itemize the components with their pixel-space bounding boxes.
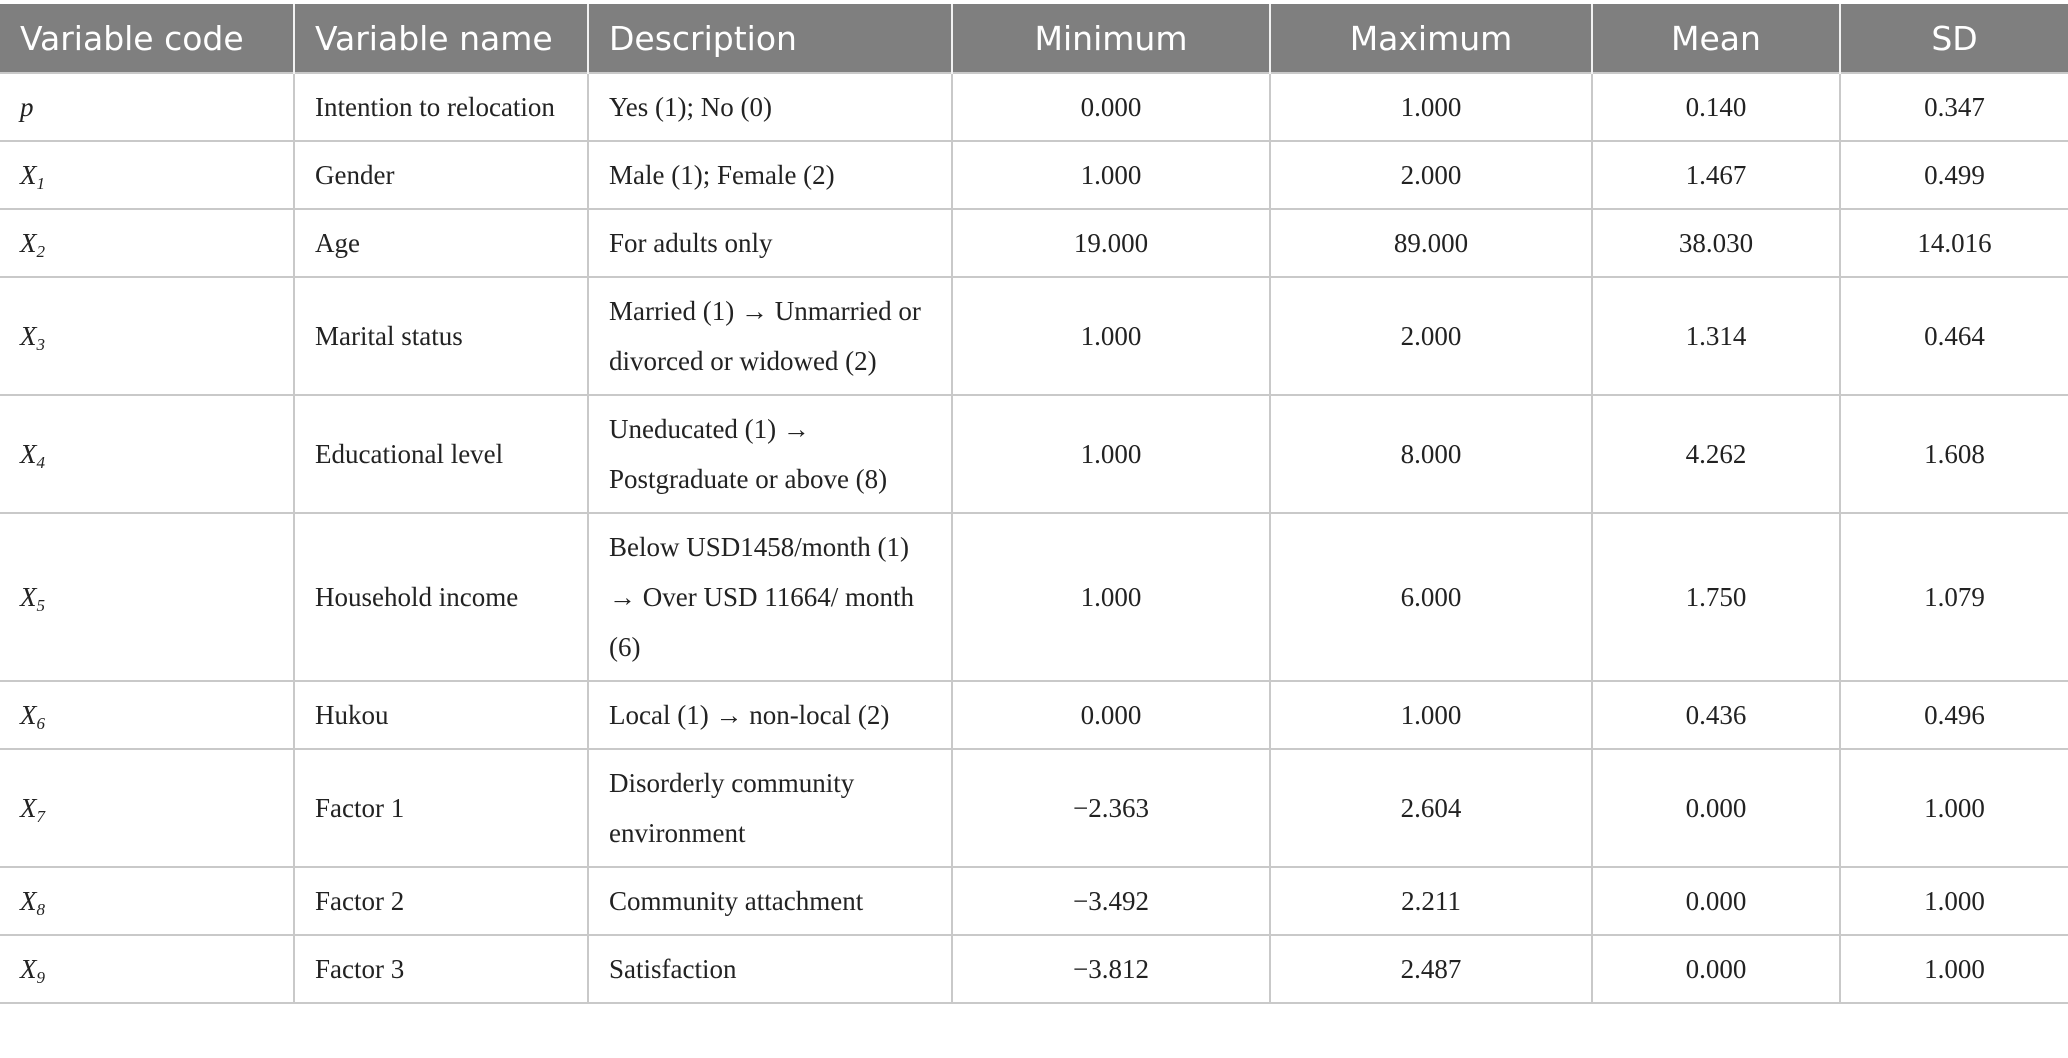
variable-name-cell: Age <box>294 209 588 277</box>
description-cell: Uneducated (1) → Postgraduate or above (8) <box>588 395 952 513</box>
sd-cell: 0.496 <box>1840 681 2068 749</box>
header-minimum: Minimum <box>952 4 1270 73</box>
mean-cell: 0.000 <box>1592 935 1840 1003</box>
variable-code: X <box>20 886 37 916</box>
variable-code-cell <box>0 935 294 1003</box>
variable-code-subscript: 3 <box>36 335 45 354</box>
variable-name-cell: Marital status <box>294 277 588 395</box>
sd-cell: 14.016 <box>1840 209 2068 277</box>
table-header <box>0 4 2068 73</box>
variable-code: X <box>20 954 37 984</box>
variable-code: X <box>20 793 37 823</box>
variable-code-cell <box>0 395 294 513</box>
minimum-cell: 19.000 <box>952 209 1270 277</box>
minimum-cell: −2.363 <box>952 749 1270 867</box>
sd-cell: 1.608 <box>1840 395 2068 513</box>
mean-cell: 38.030 <box>1592 209 1840 277</box>
variable-name-cell: Factor 2 <box>294 867 588 935</box>
header-sd: SD <box>1840 4 2068 73</box>
description-cell: Married (1) → Unmarried or divorced or widowed (2) <box>588 277 952 395</box>
sd-cell: 0.347 <box>1840 73 2068 141</box>
variable-code-subscript: 2 <box>36 242 45 261</box>
variable-code: p <box>20 92 34 122</box>
sd-cell: 1.079 <box>1840 513 2068 681</box>
variable-code-subscript: 8 <box>36 900 45 919</box>
variable-name-cell: Educational level <box>294 395 588 513</box>
minimum-cell: 0.000 <box>952 73 1270 141</box>
variable-code: X <box>20 582 37 612</box>
variable-code-subscript: 7 <box>36 807 45 826</box>
table-row <box>0 935 2068 1003</box>
mean-cell: 1.314 <box>1592 277 1840 395</box>
description-cell: Community attachment <box>588 867 952 935</box>
table-row <box>0 141 2068 209</box>
mean-cell: 4.262 <box>1592 395 1840 513</box>
minimum-cell: −3.492 <box>952 867 1270 935</box>
variable-code-cell <box>0 209 294 277</box>
maximum-cell: 8.000 <box>1270 395 1592 513</box>
table-row <box>0 209 2068 277</box>
minimum-cell: 1.000 <box>952 513 1270 681</box>
descriptive-statistics-table <box>0 4 2068 1004</box>
description-cell: For adults only <box>588 209 952 277</box>
variable-name-cell: Intention to relocation <box>294 73 588 141</box>
variable-code-subscript: 5 <box>36 596 45 615</box>
description-cell: Satisfaction <box>588 935 952 1003</box>
description-cell: Disorderly community environment <box>588 749 952 867</box>
table-row <box>0 681 2068 749</box>
variable-code: X <box>20 228 37 258</box>
variable-name-cell: Gender <box>294 141 588 209</box>
variable-code-cell <box>0 277 294 395</box>
table-row <box>0 277 2068 395</box>
variable-code-subscript: 6 <box>36 714 45 733</box>
sd-cell: 1.000 <box>1840 867 2068 935</box>
variable-code-cell <box>0 73 294 141</box>
header-description: Description <box>588 4 952 73</box>
description-cell: Below USD1458/month (1) → Over USD 11664/ month (6) <box>588 513 952 681</box>
header-maximum: Maximum <box>1270 4 1592 73</box>
description-cell: Male (1); Female (2) <box>588 141 952 209</box>
maximum-cell: 2.604 <box>1270 749 1592 867</box>
sd-cell: 1.000 <box>1840 935 2068 1003</box>
minimum-cell: 1.000 <box>952 141 1270 209</box>
variable-name-cell: Household income <box>294 513 588 681</box>
table-body <box>0 73 2068 1003</box>
variable-code: X <box>20 700 37 730</box>
variable-code: X <box>20 439 37 469</box>
description-cell: Local (1) → non-local (2) <box>588 681 952 749</box>
maximum-cell: 89.000 <box>1270 209 1592 277</box>
sd-cell: 1.000 <box>1840 749 2068 867</box>
table-row <box>0 867 2068 935</box>
description-cell: Yes (1); No (0) <box>588 73 952 141</box>
sd-cell: 0.499 <box>1840 141 2068 209</box>
variable-code-cell <box>0 681 294 749</box>
mean-cell: 0.140 <box>1592 73 1840 141</box>
mean-cell: 1.750 <box>1592 513 1840 681</box>
variable-name-cell: Factor 1 <box>294 749 588 867</box>
table-row <box>0 513 2068 681</box>
table-row <box>0 395 2068 513</box>
variable-code-subscript: 4 <box>36 453 45 472</box>
mean-cell: 0.436 <box>1592 681 1840 749</box>
maximum-cell: 1.000 <box>1270 73 1592 141</box>
table-row <box>0 749 2068 867</box>
maximum-cell: 2.000 <box>1270 141 1592 209</box>
header-mean: Mean <box>1592 4 1840 73</box>
maximum-cell: 1.000 <box>1270 681 1592 749</box>
minimum-cell: 1.000 <box>952 277 1270 395</box>
variable-code-cell <box>0 141 294 209</box>
mean-cell: 0.000 <box>1592 749 1840 867</box>
variable-code-cell <box>0 513 294 681</box>
maximum-cell: 2.487 <box>1270 935 1592 1003</box>
variable-code-cell <box>0 867 294 935</box>
mean-cell: 1.467 <box>1592 141 1840 209</box>
variable-name-cell: Hukou <box>294 681 588 749</box>
variable-code-subscript: 1 <box>36 174 45 193</box>
sd-cell: 0.464 <box>1840 277 2068 395</box>
variable-code: X <box>20 321 37 351</box>
variable-code-cell <box>0 749 294 867</box>
minimum-cell: −3.812 <box>952 935 1270 1003</box>
header-variable-name: Variable name <box>294 4 588 73</box>
variable-name-cell: Factor 3 <box>294 935 588 1003</box>
header-variable-code: Variable code <box>0 4 294 73</box>
minimum-cell: 0.000 <box>952 681 1270 749</box>
variable-code: X <box>20 160 37 190</box>
maximum-cell: 6.000 <box>1270 513 1592 681</box>
mean-cell: 0.000 <box>1592 867 1840 935</box>
header-row <box>0 4 2068 73</box>
maximum-cell: 2.000 <box>1270 277 1592 395</box>
maximum-cell: 2.211 <box>1270 867 1592 935</box>
table-row <box>0 73 2068 141</box>
variable-code-subscript: 9 <box>36 968 45 987</box>
minimum-cell: 1.000 <box>952 395 1270 513</box>
